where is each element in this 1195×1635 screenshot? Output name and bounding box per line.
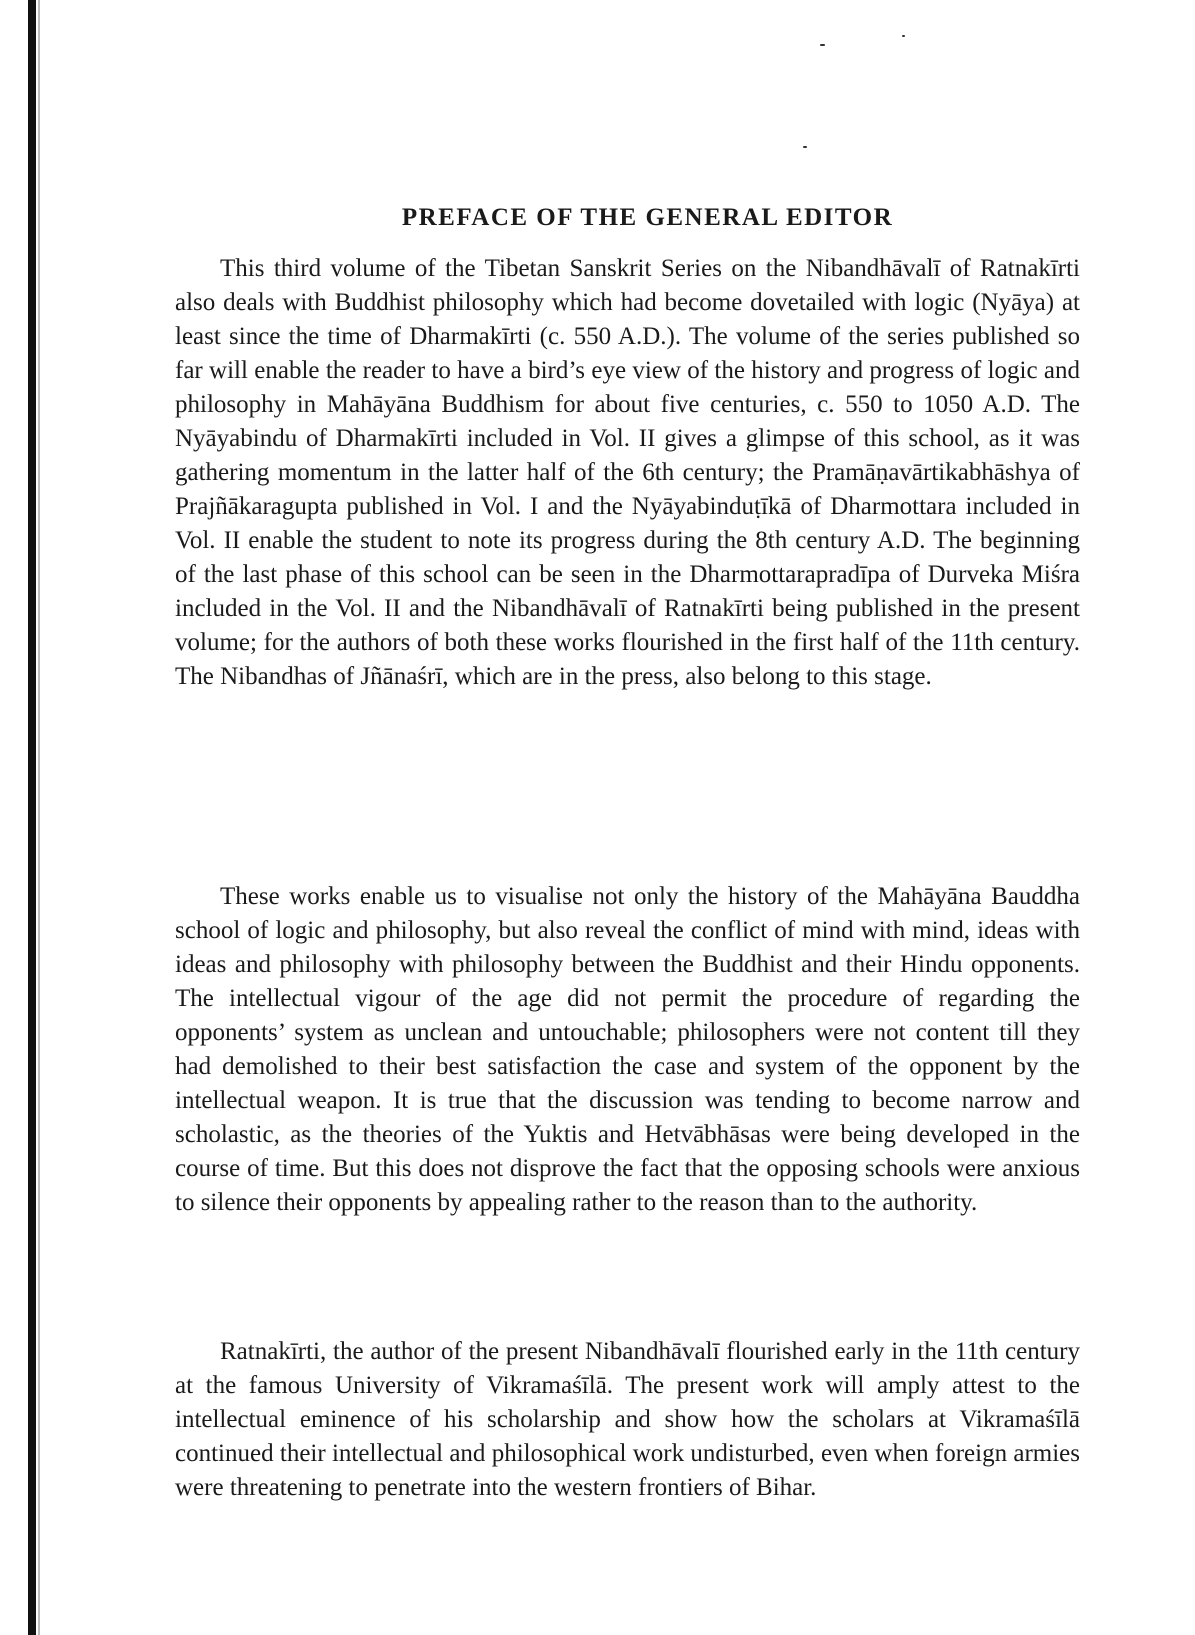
binding-highlight	[38, 0, 40, 1635]
paragraph-1: This third volume of the Tibetan Sanskrit Series on the Nibandhāvalī of Ratnakīrti also deals with Buddhist philosophy which had become dovetailed with logic (Nyāya) at least since the time of Dharmakīrti (c. 550 A.D.). The volume of the series published so far will enable the reader to have a bird’s eye view of the history and progress of logic and philosophy in Mahāyāna Buddhism for about five centuries, c. 550 to 1050 A.D. The Nyāyabindu of Dharmakīrti included in Vol. II gives a glimpse of this school, as it was gathering momentum in the latter half of the 6th century; the Pramāṇavārtikabhāshya of Prajñākaragupta published in Vol. I and the Nyāyabinduṭīkā of Dharmottara included in Vol. II enable the student to note its progress during the 8th century A.D. The beginning of the last phase of this school can be seen in the Dharmottarapradīpa of Durveka Miśra included in the Vol. II and the Nibandhāvalī of Ratnakīrti being published in the present volume; for the authors of both these works flourished in the first half of the 11th century. The Nibandhas of Jñānaśrī, which are in the press, also belong to this stage.	[175, 255, 1080, 690]
paragraph-3: Ratnakīrti, the author of the present Nibandhāvalī flourished early in the 11th century at the famous University of Vikramaśīlā. The present work will amply attest to the intellectual eminence of his scholarship and show how the scholars at Vikramaśīlā continued their intellectual and philosophical work undisturbed, even when foreign armies were threatening to penetrate into the western frontiers of Bihar.	[175, 1338, 1080, 1501]
text-block-2	[175, 880, 1080, 1220]
scan-speck	[902, 35, 905, 37]
binding-shadow	[28, 0, 36, 1635]
paragraph-2: These works enable us to visualise not only the history of the Mahāyāna Bauddha school of logic and philosophy, but also reveal the conflict of mind with mind, ideas with ideas and philosophy with philosophy between the Buddhist and their Hindu opponents. The intellectual vigour of the age did not permit the procedure of regarding the opponents’ system as unclean and untouchable; philosophers were not content till they had demolished to their best satisfaction the case and system of the opponent by the intellectual weapon. It is true that the discussion was tending to become narrow and scholastic, as the theories of the Yuktis and Hetvābhāsas were being developed in the course of time. But this does not disprove the fact that the opposing schools were anxious to silence their opponents by appealing rather to the reason than to the authority.	[175, 883, 1080, 1216]
text-block-3	[175, 1335, 1080, 1505]
scan-speck	[803, 146, 807, 148]
page-title: PREFACE OF THE GENERAL EDITOR	[401, 204, 894, 231]
text-block-1	[175, 252, 1080, 694]
scan-speck	[820, 44, 825, 46]
